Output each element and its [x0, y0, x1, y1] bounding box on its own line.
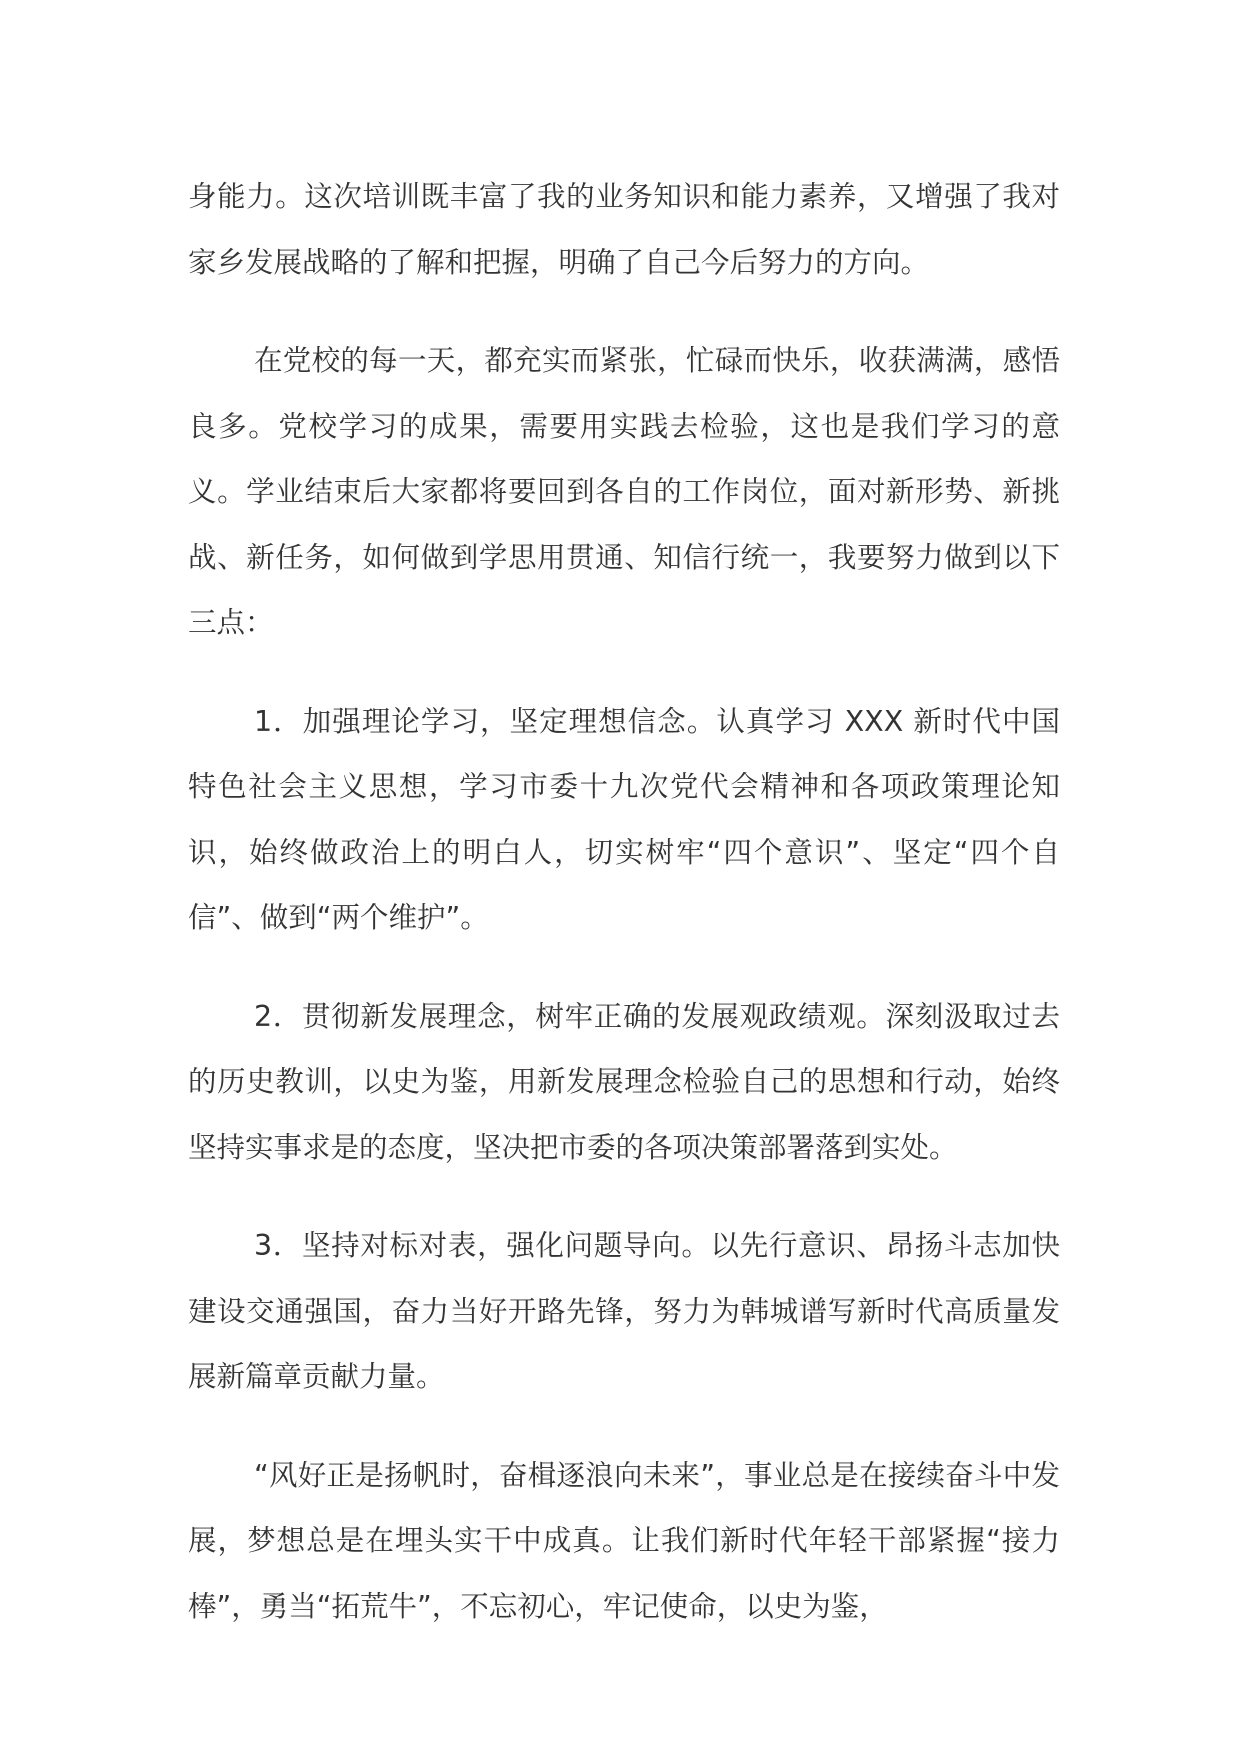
paragraph-1: 身能力。这次培训既丰富了我的业务知识和能力素养，又增强了我对家乡发展战略的了解和把握，明确了自己今后努力的方向。 [188, 180, 1060, 279]
document-body [188, 164, 1060, 1672]
paragraph-2: 在党校的每一天，都充实而紧张，忙碌而快乐，收获满满，感悟良多。党校学习的成果，需要用实践去检验，这也是我们学习的意义。学业结束后大家都将要回到各自的工作岗位，面对新形势、新挑战、新任务，如何做到学思用贯通、知信行统一，我要努力做到以下三点： [188, 344, 1060, 639]
paragraph-6: “风好正是扬帆时，奋楫逐浪向未来”，事业总是在接续奋斗中发展，梦想总是在埋头实干中成真。让我们新时代年轻干部紧握“接力棒”，勇当“拓荒牛”，不忘初心，牢记使命，以史为鉴， [188, 1458, 1060, 1623]
paragraph-3-item-1: 1．加强理论学习，坚定理想信念。认真学习 XXX 新时代中国特色社会主义思想，学习市委十九次党代会精神和各项政策理论知识，始终做政治上的明白人，切实树牢“四个意识”、坚定“四个自信”、做到“两个维护”。 [188, 704, 1060, 934]
paragraph-4-item-2: 2．贯彻新发展理念，树牢正确的发展观政绩观。深刻汲取过去的历史教训，以史为鉴，用新发展理念检验自己的思想和行动，始终坚持实事求是的态度，坚决把市委的各项决策部署落到实处。 [188, 999, 1060, 1164]
paragraph-5-item-3: 3．坚持对标对表，强化问题导向。以先行意识、昂扬斗志加快建设交通强国，奋力当好开路先锋，努力为韩城谱写新时代高质量发展新篇章贡献力量。 [188, 1229, 1060, 1393]
